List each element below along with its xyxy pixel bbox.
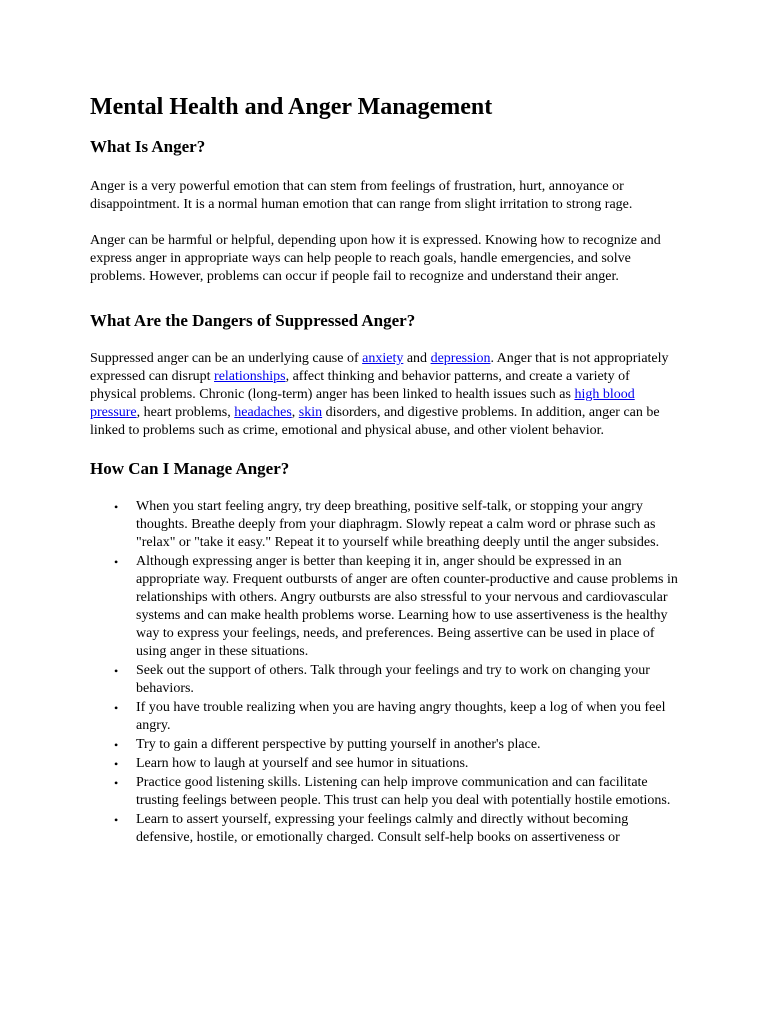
section-heading-dangers: What Are the Dangers of Suppressed Anger? [90, 311, 416, 330]
paragraph-suppressed-anger [90, 350, 678, 440]
list-item [114, 498, 678, 552]
list-item-text: Learn how to laugh at yourself and see humor in situations. [136, 756, 469, 771]
list-item [114, 699, 678, 735]
bullet-icon: • [114, 500, 119, 514]
bullet-icon: • [114, 757, 119, 771]
section-heading-what-is-anger: What Is Anger? [90, 137, 206, 156]
link-relationships[interactable]: relationships [214, 369, 286, 384]
bullet-icon: • [114, 555, 119, 569]
link-anxiety[interactable]: anxiety [362, 351, 404, 366]
bullet-icon: • [114, 664, 119, 678]
list-item-text: Practice good listening skills. Listening can help improve communication and can facilitate trusting feelings between people. This trust can help you deal with potentially hostile emotions. [136, 775, 671, 808]
list-item [114, 662, 678, 698]
section-heading-manage-anger: How Can I Manage Anger? [90, 459, 290, 478]
text-run: disorders, and digestive problems. In addition, anger can be linked to problems such as crime, emotional and physical abuse, and other violent behavior. [90, 405, 660, 438]
link-headaches[interactable]: headaches [234, 405, 292, 420]
bullet-icon: • [114, 813, 119, 827]
text-run: Suppressed anger can be an underlying cause of [90, 351, 363, 366]
bullet-icon: • [114, 776, 119, 790]
text-run: , affect thinking and behavior patterns, and create a variety of physical problems. Chronic (long-term) anger has been linked to health issues such as [90, 369, 630, 402]
text-run: , heart problems, [136, 405, 235, 420]
paragraph-anger-harmful-helpful: Anger can be harmful or helpful, depending upon how it is expressed. Knowing how to recognize and express anger in appropriate ways can help people to reach goals, handle emergencies, and solve problems. However, problems can occur if people fail to recognize and understand their anger. [90, 233, 661, 284]
list-item-text: Learn to assert yourself, expressing your feelings calmly and directly without becoming defensive, hostile, or emotionally charged. Consult self-help books on assertiveness or [136, 812, 629, 845]
paragraph-anger-definition: Anger is a very powerful emotion that can stem from feelings of frustration, hurt, annoyance or disappointment. It is a normal human emotion that can range from slight irritation to strong rage. [90, 179, 633, 212]
anger-management-list [90, 498, 678, 847]
list-item [114, 736, 678, 754]
list-item-text: If you have trouble realizing when you are having angry thoughts, keep a log of when you feel angry. [136, 700, 666, 733]
list-item-text: When you start feeling angry, try deep breathing, positive self-talk, or stopping your angry thoughts. Breathe deeply from your diaphragm. Slowly repeat a calm word or phrase such as "relax" or "take it easy." Repeat it to yourself while breathing deeply until the anger subsides. [136, 499, 660, 550]
document-title: Mental Health and Anger Management [90, 94, 493, 120]
list-item [114, 774, 678, 810]
list-item [114, 553, 678, 661]
bullet-icon: • [114, 701, 119, 715]
link-high-blood-pressure[interactable]: high blood pressure [90, 387, 635, 420]
list-item-text: Try to gain a different perspective by putting yourself in another's place. [136, 737, 541, 752]
text-run: and [403, 351, 431, 366]
list-item-text: Seek out the support of others. Talk through your feelings and try to work on changing your behaviors. [136, 663, 650, 696]
link-skin[interactable]: skin [298, 405, 323, 420]
list-item-text: Although expressing anger is better than keeping it in, anger should be expressed in an appropriate way. Frequent outbursts of anger are often counter-productive and cause problems in relationships with others. Angry outbursts are also stressful to your nervous and cardiovascular systems and can make health problems worse. Learning how to use assertiveness is the healthy way to express your feelings, needs, and preferences. Being assertive can be used in place of using anger in these situations. [136, 554, 678, 659]
text-run: , [291, 405, 299, 420]
list-item [114, 811, 678, 847]
link-depression[interactable]: depression [430, 351, 491, 366]
text-run: . Anger that is not appropriately expressed can disrupt [90, 351, 669, 384]
bullet-icon: • [114, 738, 119, 752]
list-item [114, 755, 678, 773]
